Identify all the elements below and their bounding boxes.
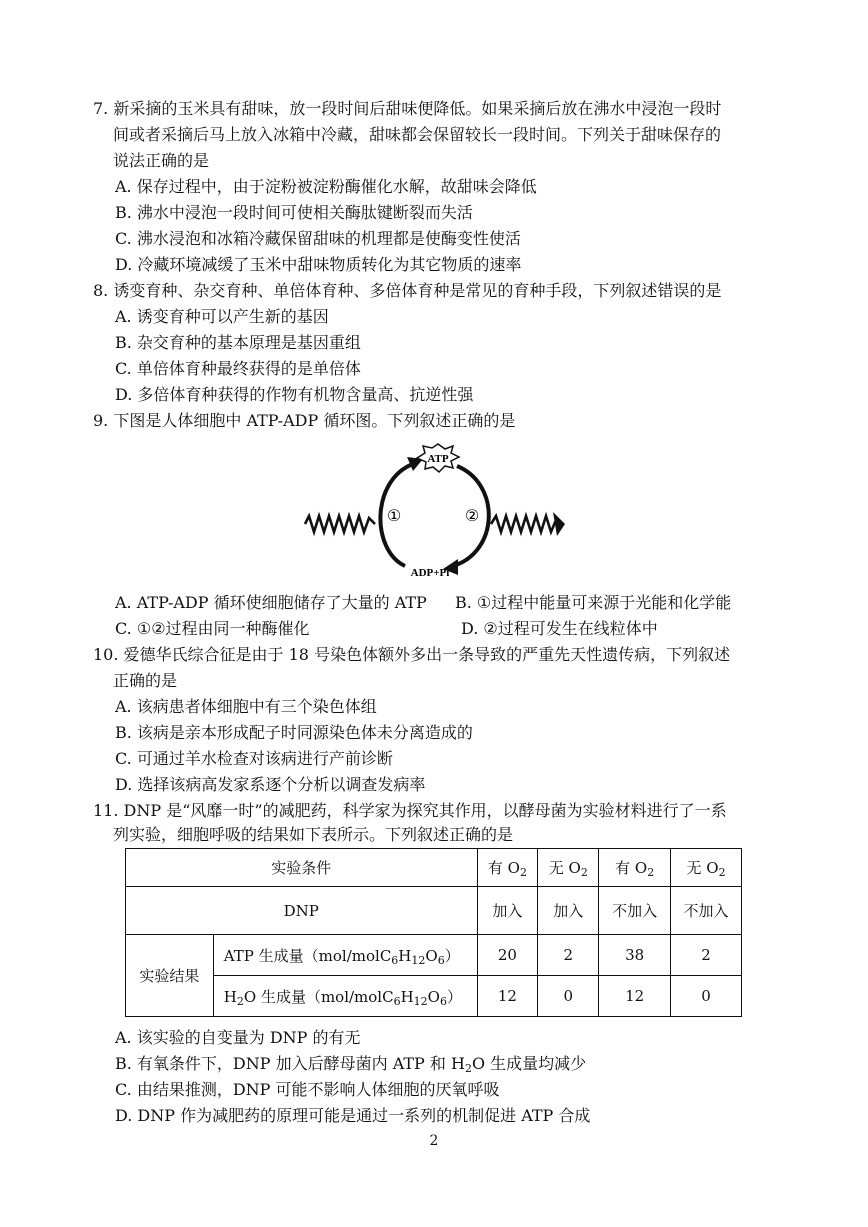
table-row	[126, 849, 742, 887]
q10-option-d: D. 选择该病高发家系逐个分析以调查发病率	[115, 775, 426, 794]
adp-label: ADP+Pi	[410, 567, 450, 579]
header-conditions: 实验条件	[126, 849, 478, 887]
q8-option-b: B. 杂交育种的基本原理是基因重组	[115, 333, 361, 352]
table-cell: 38	[599, 935, 671, 976]
atp-label: ATP	[427, 453, 449, 465]
table-cell: 12	[599, 976, 671, 1017]
page-number: 2	[429, 1133, 439, 1149]
q11-option-c: C. 由结果推测，DNP 可能不影响人体细胞的厌氧呼吸	[115, 1080, 500, 1099]
q10-stem-line2: 正确的是	[113, 671, 178, 690]
experiment-results-table	[125, 848, 742, 1017]
header-cell: 无 $O_2$	[538, 849, 599, 887]
q9-option-b: B. ①过程中能量可来源于光能和化学能	[455, 593, 732, 612]
table-cell: 2	[671, 935, 742, 976]
q8-option-a: A. 诱变育种可以产生新的基因	[115, 307, 329, 326]
q10-option-a: A. 该病患者体细胞中有三个染色体组	[115, 697, 377, 716]
q8-option-d: D. 多倍体育种获得的作物有机物含量高、抗逆性强	[115, 385, 474, 404]
table-cell: 0	[538, 976, 599, 1017]
table-cell: 0	[671, 976, 742, 1017]
q10-stem-line1: 10. 爱德华氏综合征是由于 18 号染色体额外多出一条导致的严重先天性遗传病，下列叙述	[93, 645, 731, 664]
q7-option-c: C. 沸水浸泡和冰箱冷藏保留甜味的机理都是使酶变性使活	[115, 229, 521, 248]
table-row	[126, 887, 742, 935]
q9-option-d: D. ②过程可发生在线粒体中	[461, 619, 658, 638]
q9-option-a: A. ATP-ADP 循环使细胞储存了大量的 ATP	[115, 593, 427, 612]
atp-yield-label: ATP 生成量$(mol/molC_6H_{12}O_6)$	[213, 935, 477, 976]
energy-output-zigzag	[491, 516, 556, 532]
dnp-row-label: DNP	[126, 887, 478, 935]
q8-stem: 8. 诱变育种、杂交育种、单倍体育种、多倍体育种是常见的育种手段，下列叙述错误的是	[93, 281, 722, 300]
q9-stem: 9. 下图是人体细胞中 ATP-ADP 循环图。下列叙述正确的是	[93, 411, 516, 430]
q7-stem-line1: 7. 新采摘的玉米具有甜味，放一段时间后甜味便降低。如果采摘后放在沸水中浸泡一段时	[93, 99, 722, 118]
q7-option-a: A. 保存过程中，由于淀粉被淀粉酶催化水解，故甜味会降低	[115, 177, 537, 196]
h2o-yield-label: $H_2O$ 生成量$(mol/molC_6H_{12}O_6)$	[213, 976, 477, 1017]
header-cell: 有 $O_2$	[599, 849, 671, 887]
q9-option-c: C. ①②过程由同一种酶催化	[115, 619, 310, 638]
table-cell: 2	[538, 935, 599, 976]
q7-stem-line2: 间或者采摘后马上放入冰箱中冷藏，甜味都会保留较长一段时间。下列关于甜味保存的	[113, 125, 722, 144]
table-cell: 20	[477, 935, 538, 976]
process-2-label: ②	[464, 506, 480, 525]
table-cell: 不加入	[599, 887, 671, 935]
q10-option-b: B. 该病是亲本形成配子时同源染色体未分离造成的	[115, 723, 473, 742]
header-cell: 无 $O_2$	[671, 849, 742, 887]
table-cell: 加入	[477, 887, 538, 935]
q7-stem-line3: 说法正确的是	[113, 151, 210, 170]
results-label: 实验结果	[126, 935, 214, 1017]
q11-option-d: D. DNP 作为减肥药的原理可能是通过一系列的机制促进 ATP 合成	[115, 1106, 591, 1125]
q10-option-c: C. 可通过羊水检查对该病进行产前诊断	[115, 749, 393, 768]
process-1-label: ①	[386, 506, 402, 525]
table-cell: 加入	[538, 887, 599, 935]
q11-option-b: B. 有氧条件下，DNP 加入后酵母菌内 ATP 和 $H_2O$ 生成量均减少	[115, 1054, 587, 1075]
q11-stem-line1: 11. DNP 是“风靡一时”的减肥药，科学家为探究其作用，以酵母菌为实验材料进行了一系	[93, 801, 727, 820]
q8-option-c: C. 单倍体育种最终获得的是单倍体	[115, 359, 361, 378]
table-row	[126, 935, 742, 976]
table-cell: 不加入	[671, 887, 742, 935]
q7-option-b: B. 沸水中浸泡一段时间可使相关酶肽键断裂而失活	[115, 203, 473, 222]
atp-adp-cycle-diagram	[295, 440, 570, 585]
q7-option-d: D. 冷藏环境减缓了玉米中甜味物质转化为其它物质的速率	[115, 255, 522, 274]
q11-stem-line2: 列实验，细胞呼吸的结果如下表所示。下列叙述正确的是	[113, 825, 514, 844]
q11-option-a: A. 该实验的自变量为 DNP 的有无	[115, 1028, 361, 1047]
energy-input-zigzag	[305, 516, 375, 532]
table-cell: 12	[477, 976, 538, 1017]
header-cell: 有 $O_2$	[477, 849, 538, 887]
table-row	[126, 976, 742, 1017]
